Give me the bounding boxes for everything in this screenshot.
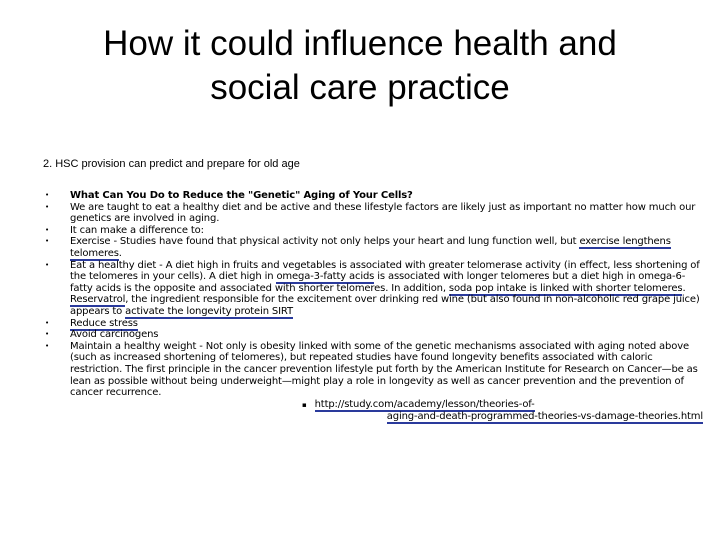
list-item bbox=[45, 341, 707, 423]
exercise-telomeres-link[interactable]: exercise lengthens telomeres bbox=[70, 236, 671, 259]
omega-3-link[interactable]: omega-3-fatty acids bbox=[276, 271, 375, 283]
question-heading: What Can You Do to Reduce the "Genetic" Aging of Your Cells? bbox=[70, 190, 413, 201]
list-item-text: We are taught to eat a healthy diet and be active and these lifestyle factors are likely just as important no matter how much our genetics are involved in aging. bbox=[70, 201, 696, 225]
reference-line2 bbox=[70, 411, 707, 423]
soda-pop-link[interactable]: soda pop intake is linked with shorter telomeres bbox=[448, 282, 683, 294]
bullet-list bbox=[45, 190, 707, 423]
bullet-icon: • bbox=[45, 330, 49, 339]
reference-link-line1[interactable]: http://study.com/academy/lesson/theories-of- bbox=[314, 398, 535, 410]
sirt-protein-link[interactable]: activate the longevity protein SIRT bbox=[125, 305, 293, 317]
list-item bbox=[45, 329, 707, 341]
reservatrol-link[interactable]: Reservatrol bbox=[70, 294, 126, 306]
bullet-icon: • bbox=[45, 341, 49, 350]
list-item: • Exercise - Studies have found that physical activity not only helps your heart and lung function well, but exercise lengthens telomeres. bbox=[45, 236, 671, 259]
bullet-icon: • bbox=[45, 260, 49, 269]
list-item-text: Maintain a healthy weight - Not only is obesity linked with some of the genetic mechanisms associated with aging noted above (such as increased shortening of telomeres), but repeated studies have found longevity benefits associated with caloric restriction. The first principle in the cancer prevention lifestyle put forth by the American Institute for Research on Cancer—be as lean as possible without being underweight—might play a role in longevity as well as cancer prevention and the prevention of cancer recurrence. bbox=[70, 340, 698, 399]
list-item-text: Exercise - Studies have found that physical activity not only helps your heart and lung function well, but bbox=[70, 236, 580, 248]
bullet-icon: • bbox=[45, 237, 49, 246]
list-item-text: It can make a difference to: bbox=[70, 224, 204, 236]
bullet-icon: • bbox=[45, 202, 49, 211]
reference bbox=[302, 399, 707, 412]
reduce-stress-link[interactable]: Reduce stress bbox=[70, 317, 138, 329]
list-item-text: Avoid carcinogens bbox=[70, 329, 159, 341]
reference-link-line2[interactable]: aging-and-death-programmed-theories-vs-damage-theories.html bbox=[386, 411, 703, 423]
bullet-icon: • bbox=[45, 318, 49, 327]
bullet-icon: • bbox=[45, 191, 49, 199]
list-item bbox=[45, 190, 707, 202]
list-item bbox=[45, 318, 707, 330]
list-item bbox=[45, 225, 707, 237]
title-line-2: social care practice bbox=[210, 68, 510, 107]
title-line-1: How it could influence health and bbox=[103, 24, 617, 63]
bullet-icon: • bbox=[45, 225, 49, 234]
slide-title bbox=[40, 22, 680, 110]
section-subtitle: 2. HSC provision can predict and prepare for old age bbox=[43, 158, 300, 170]
square-bullet-icon: ▪ bbox=[302, 400, 307, 409]
list-item: • Eat a healthy diet - A diet high in fruits and vegetables is associated with greater telomerase activity (in effect, less shortening of the telomeres in your cells). A diet high in omega-3-fatty acids is associated with longer telomeres but a diet high in omega-6-fatty acids is the opposite and associated with shorter telomeres. In addition, soda pop intake is linked with shorter telomeres. Reservatrol, the ingredient responsible for the excitement over drinking red wine (but also found in non-alcoholic red grape juice) appears to activate the longevity protein SIRT bbox=[45, 259, 700, 317]
list-item bbox=[45, 202, 707, 225]
